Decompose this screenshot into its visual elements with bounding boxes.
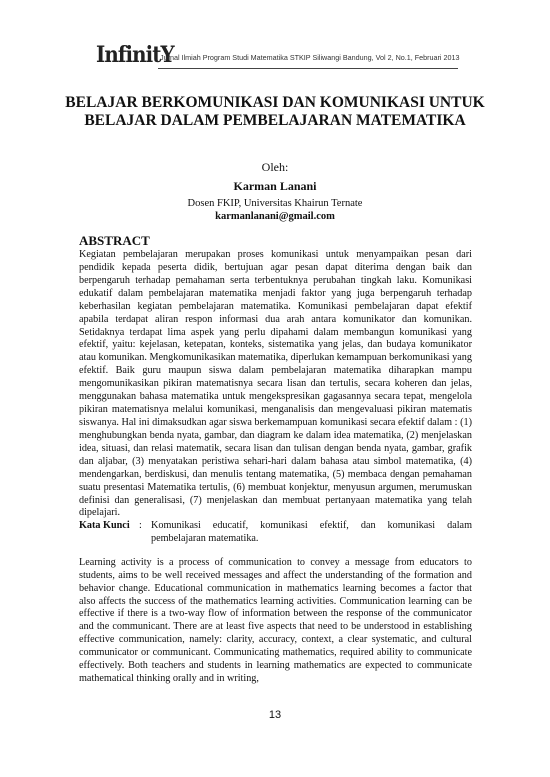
author-name: Karman Lanani xyxy=(233,179,317,193)
english-abstract: Learning activity is a process of communication to convey a message from educators to students, aims to be well received messages and affect the understanding of the formation and behavior change. Educational communication in mathematics learning becomes a factor that also affects the success of the mathematics learning activities. Communication learning can be effective if there is a two-way flow of information between the response of the communicator and the communicant. There are at least five aspects that need to be understood in establishing effective communication, namely: clarity, accuracy, context, a clear systematic, and cultural communicator or communicant. Communicating mathematics, required ability to communicate effectively. Both teachers and students in learning mathematics are expected to communicate mathematical thinking orally and in writing, xyxy=(79,557,472,684)
abstract-body: Kegiatan pembelajaran merupakan proses komunikasi untuk menyampaikan pesan dari pendidik kepada peserta didik, bertujuan agar pesan dapat diterima dengan baik dan berpengaruh terhadap pemahaman serta terbentuknya perubahan tingkah laku. Komunikasi edukatif dalam pembelajaran matematika menjadi faktor yang juga berpengaruh terhadap keberhasilan kegiatan pembelajaran matematika. Komunikasi pembelajaran dapat efektif apabila terdapat aliran respon informasi dua arah antara komunikator dan komunikan. Setidaknya terdapat lima aspek yang perlu dipahami dalam membangun komunikasi yang efektif, yaitu: kejelasan, ketepatan, konteks, sistematika yang jelas, dan budaya komunikator atau komunikan. Mengkomunikasikan matematika, diperlukan kemampuan berkomunikasi yang efektif. Baik guru maupun siswa dalam pembelajaran matematika diharapkan mampu mengomunikasikan pikiran matematisnya secara lisan dan tertulis, secara koheren dan jelas, menggunakan bahasa matematika untuk mengekspresikan gagasannya secara tepat, mengelola pikiran matematisnya melalui komunikasi, menganalisis dan mengevaluasi pikiran matematis siswanya. Hal ini dimaksudkan agar siswa berkemampuan komunikasi secara efektif dalam : (1) menghubungkan benda nyata, gambar, dan diagram ke dalam idea matematika, (2) menjelaskan idea, situasi, dan relasi matematik, secara lisan dan tulisan dengan benda nyata, gambar, grafik dan aljabar, (3) menyatakan peristiwa sehari-hari dalam bahasa atau simbol matematika, (4) mendengarkan, berdiskusi, dan menulis tentang matematika, (5) membaca dengan pemahaman suatu presentasi Matematika tertulis, (6) membuat konjektur, menyusun argumen, merumuskan definisi dan generalisasi, (7) menjelaskan dan membuat pertanyaan matematika yang telah dipelajari. xyxy=(79,249,472,519)
keywords-label: Kata Kunci xyxy=(79,520,130,531)
journal-header xyxy=(96,42,460,68)
paper-title: BELAJAR BERKOMUNIKASI DAN KOMUNIKASI UNTUK BELAJAR DALAM PEMBELAJARAN MATEMATIKA xyxy=(65,94,485,129)
by-label: Oleh: xyxy=(261,160,289,174)
author-email: karmanlanani@gmail.com xyxy=(215,211,335,222)
page-number: 13 xyxy=(268,709,282,721)
keywords-text: Komunikasi educatif, komunikasi efektif, dan komunikasi dalam pembelajaran matematika. xyxy=(151,520,472,544)
author-affiliation: Dosen FKIP, Universitas Khairun Ternate xyxy=(187,198,363,209)
keywords-colon: : xyxy=(139,520,142,531)
journal-logo: InfinitY xyxy=(96,42,174,68)
header-divider xyxy=(158,68,458,69)
abstract-heading: ABSTRACT xyxy=(79,233,150,248)
journal-info: Jurnal Ilmiah Program Studi Matematika STKIP Siliwangi Bandung, Vol 2, No.1, Februari 2013 xyxy=(160,53,460,62)
